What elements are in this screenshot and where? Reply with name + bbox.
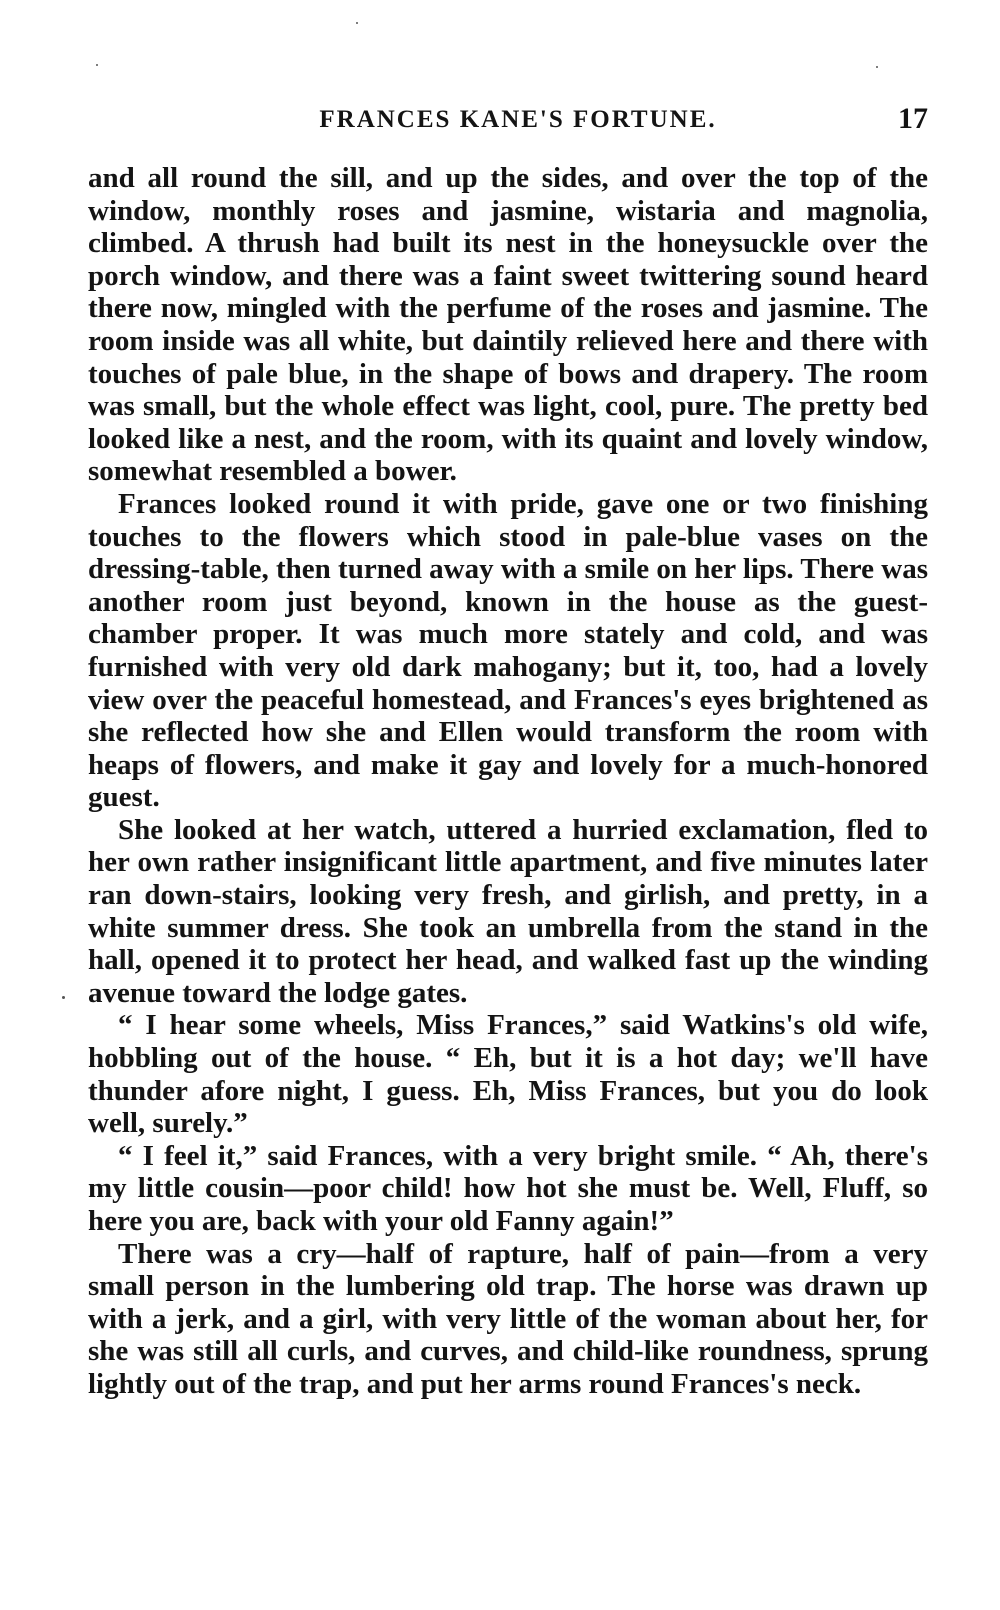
paper-speck — [62, 996, 65, 999]
paper-speck — [356, 22, 358, 24]
page-header — [88, 100, 928, 140]
paragraph: “ I feel it,” said Frances, with a very bright smile. “ Ah, there's my little cousin—poor child! how hot she must be. Well, Fluff, so here you are, back with your old Fanny again!” — [88, 1139, 928, 1237]
paper-speck — [876, 66, 878, 68]
paragraph: and all round the sill, and up the sides, and over the top of the window, monthly roses and jasmine, wistaria and magnolia, climbed. A thrush had built its nest in the honeysuckle over the porch window, and there was a faint sweet twittering sound heard there now, mingled with the perfume of the roses and jasmine. The room inside was all white, but daintily relieved here and there with touches of pale blue, in the shape of bows and drapery. The room was small, but the whole effect was light, cool, pure. The pretty bed looked like a nest, and the room, with its quaint and lovely window, somewhat resembled a bower. — [88, 162, 928, 488]
paragraph: She looked at her watch, uttered a hurried exclamation, fled to her own rather insignificant little apartment, and five minutes later ran down-stairs, looking very fresh, and girlish, and pretty, in a white summer dress. She took an umbrella from the stand in the hall, opened it to protect her head, and walked fast up the winding avenue toward the lodge gates. — [88, 813, 928, 1009]
body-text — [88, 162, 928, 1401]
paper-speck — [96, 64, 98, 66]
paragraph: There was a cry—half of rapture, half of pain—from a very small person in the lumbering old trap. The horse was drawn up with a jerk, and a girl, with very little of the woman about her, for she was still all curls, and curves, and child-like roundness, sprung lightly out of the trap, and put her arms round Frances's neck. — [88, 1237, 928, 1400]
page-number: 17 — [898, 102, 928, 135]
paragraph: “ I hear some wheels, Miss Frances,” said Watkins's old wife, hobbling out of the house. “ Eh, but it is a hot day; we'll have thunder afore night, I guess. Eh, Miss Frances, but you do look well, surely.” — [88, 1009, 928, 1140]
running-title: FRANCES KANE'S FORTUNE. — [319, 106, 717, 133]
paragraph: Frances looked round it with pride, gave one or two finishing touches to the flowers which stood in pale-blue vases on the dressing-table, then turned away with a smile on her lips. There was another room just beyond, known in the house as the guest-chamber proper. It was much more stately and cold, and was furnished with very old dark mahogany; but it, too, had a lovely view over the peaceful homestead, and Frances's eyes brightened as she reflected how she and Ellen would transform the room with heaps of flowers, and make it gay and lovely for a much-honored guest. — [88, 487, 928, 814]
